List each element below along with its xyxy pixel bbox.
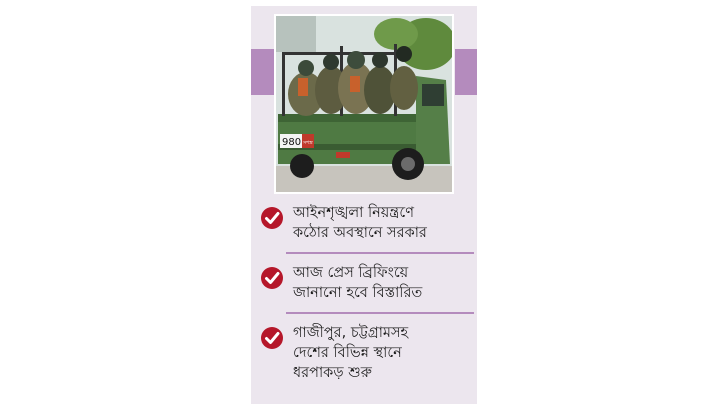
bullet-line: জানানো হবে বিস্তারিত — [293, 285, 423, 301]
bullet-line: দেশের বিভিন্ন স্থানে — [293, 345, 402, 361]
plate-tag: সশস্ত্র — [303, 140, 313, 146]
bullet-text — [293, 263, 422, 303]
bullet-line: গাজীপুর, চট্টগ্রামসহ — [293, 325, 409, 341]
check-icon — [260, 326, 284, 350]
headline-bullet-list — [256, 203, 474, 383]
accent-band-left — [251, 49, 274, 95]
bullet-item — [256, 263, 474, 303]
bullet-line: ধরপাকড় শুরু — [293, 365, 372, 381]
check-icon — [260, 206, 284, 230]
army-vehicle-photo — [274, 14, 454, 194]
bullet-item — [256, 203, 474, 243]
army-vehicle-illustration — [276, 16, 452, 192]
check-icon — [260, 266, 284, 290]
bullet-line: কঠোর অবস্থানে সরকার — [293, 225, 427, 241]
divider — [286, 312, 474, 314]
bullet-text — [293, 323, 408, 383]
accent-band-right — [455, 49, 477, 95]
plate-number: 980 — [282, 137, 302, 148]
divider — [286, 252, 474, 254]
bullet-line: আইনশৃঙ্খলা নিয়ন্ত্রণে — [293, 205, 414, 221]
bullet-text — [293, 203, 427, 243]
bullet-line: আজ প্রেস ব্রিফিংয়ে — [293, 265, 409, 281]
bullet-item — [256, 323, 474, 383]
